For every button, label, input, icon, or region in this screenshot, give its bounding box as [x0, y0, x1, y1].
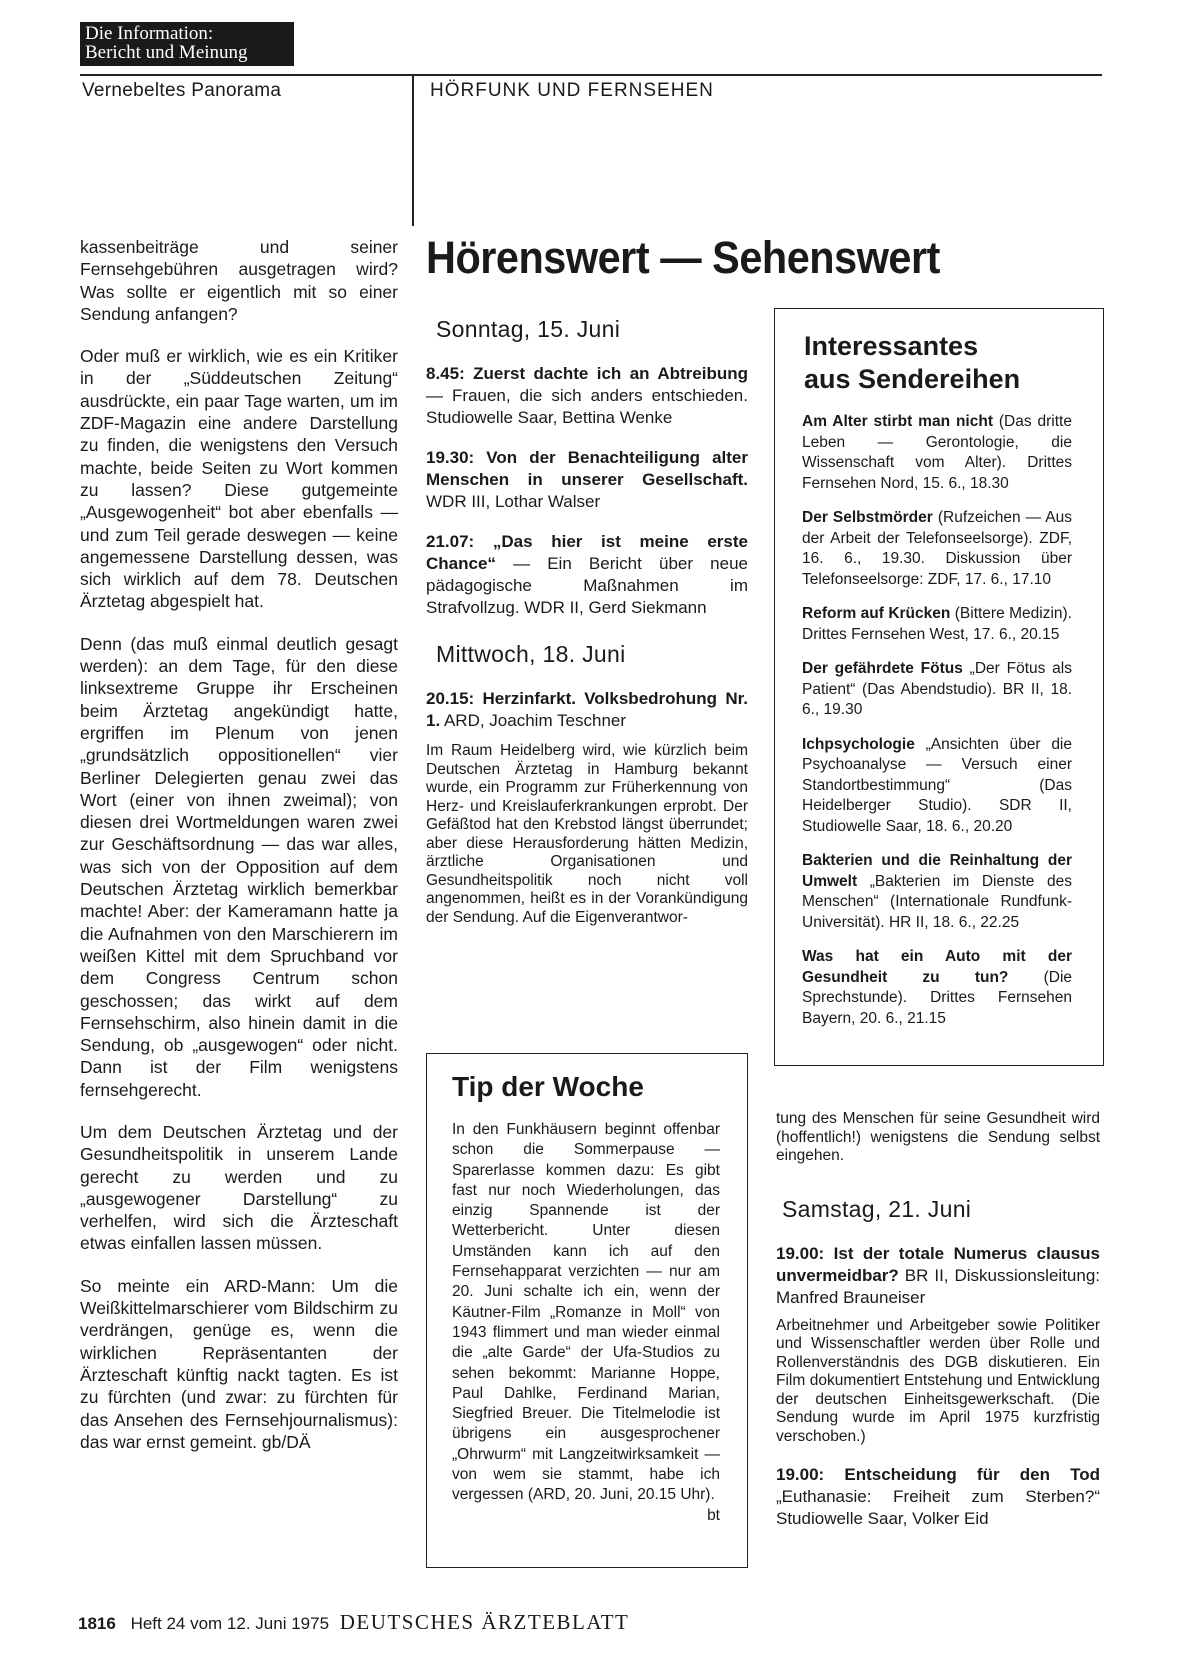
- listing-title: 19.00: Ist der totale Numerus clausus unvermeidbar?: [776, 1243, 1100, 1285]
- series-item-title: Der Selbstmörder: [802, 509, 933, 526]
- series-item: [802, 412, 1072, 494]
- paragraph: So meinte ein ARD-Mann: Um die Weißkittelmarschierer vom Bildschirm zu verdrängen, genüge es, wenn die wirklichen Repräsentanten der Ärzteschaft künftig nackt tagten. Es ist zu fürchten (und zwar: zu fürchten für das Ansehen des Fernsehjournalismus): das war ernst gemeint. gb/DÄ: [80, 1275, 398, 1452]
- page-headline: Hörenswert — Sehenswert: [426, 232, 940, 283]
- badge-line-1: Die Information:: [85, 23, 214, 44]
- listing-text: ARD, Joachim Teschner: [440, 711, 627, 730]
- listing-text: — Frauen, die sich anders entschieden. Studiowelle Saar, Bettina Wenke: [426, 386, 748, 427]
- badge-line-2: Bericht und Meinung: [85, 42, 248, 63]
- right-column-listings: [776, 1110, 1100, 1548]
- middle-column-listings: [426, 316, 748, 927]
- paragraph: Denn (das muß einmal deutlich gesagt werden): an dem Tage, für den diese linksextreme Gruppe ihr Erscheinen beim Ärztetag angekündigt hatte, ergriffen im Plenum von jenen „grundsätzlich oppositionellen“ vier Berliner Delegierten genau zwei das Wort (einer von ihnen zweimal); von diesen drei Wortmeldungen waren zwei zur Geschäftsordnung — das war alles, was sich von der Opposition auf dem Deutschen Ärztetag wirklich bemerkbar machte! Aber: der Kameramann hatte ja die Aufnahmen von den Marschierern im weißen Kittel mit dem Spruchband vor dem Congress Centrum schon geschossen; das wirkt auf dem Fernsehschirm, also hinein damit in die Sendung, ob „ausgewogen“ oder nicht. Dann ist der Film wenigstens fernsehgerecht.: [80, 633, 398, 1100]
- tip-signature: bt: [707, 1506, 720, 1524]
- tip-box-text: [452, 1120, 720, 1526]
- left-column-article: [80, 236, 398, 1473]
- listing-entry: [426, 688, 748, 732]
- listing-description: Im Raum Heidelberg wird, wie kürzlich beim Deutschen Ärztetag in Hamburg bekannt wurde, ein Programm zur Früherkennung von Herz- und Kreislauferkrankungen erprobt. Der Gefäßtod hat den Krebstod längst überrundet; aber diese Herausforderung hätten Medizin, ärztliche Organisationen und Gesundheitspolitik noch nicht voll angenommen, heißt es in der Vorankündigung der Sendung. Auf die Eigenverantwor-: [426, 742, 748, 926]
- listing-entry: [426, 363, 748, 429]
- listing-text: — Ein Bericht über neue pädagogische Maßnahmen im Strafvollzug. WDR II, Gerd Siekmann: [426, 554, 748, 617]
- series-box-title-line-1: Interessantes: [804, 331, 979, 361]
- magazine-name: DEUTSCHES ÄRZTEBLATT: [339, 1610, 630, 1634]
- section-badge: [80, 22, 294, 66]
- paragraph: kassenbeiträge und seiner Fernsehgebühren ausgetragen wird? Was sollte er eigentlich mit so einer Sendung anfangen?: [80, 237, 398, 324]
- series-item-text: (Das dritte Leben — Gerontologie, die Wissenschaft vom Alter). Drittes Fernsehen Nord, 15. 6., 18.30: [802, 413, 1072, 492]
- series-item-title: Ichpsychologie: [802, 735, 915, 753]
- listing-title: 21.07: „Das hier ist meine erste Chance“: [426, 532, 748, 573]
- page-footer: [78, 1610, 629, 1635]
- series-item-text: (Rufzeichen — Aus der Arbeit der Telefonseelsorge). ZDF, 16. 6., 19.30. Diskussion über Telefonseelsorge: ZDF, 17. 6., 17.10: [802, 509, 1072, 588]
- page-number: 1816: [78, 1614, 116, 1633]
- series-item: [802, 659, 1072, 721]
- tip-box-title: Tip der Woche: [452, 1071, 644, 1102]
- series-item-title: Was hat ein Auto mit der Gesundheit zu tun?: [802, 948, 1072, 986]
- issue-info: Heft 24 vom 12. Juni 1975: [130, 1614, 330, 1633]
- series-item: [802, 851, 1072, 933]
- series-item-text: „Ansichten über die Psychoanalyse — Versuch einer Standortbestimmung“ (Das Heidelberger Studio). SDR II, Studiowelle Saar, 18. 6., 20.20: [802, 735, 1072, 835]
- day-heading: Samstag, 21. Juni: [782, 1195, 972, 1222]
- listing-entry: [776, 1243, 1100, 1309]
- series-box-list: [802, 412, 1072, 1043]
- section-title-right: HÖRFUNK UND FERNSEHEN: [430, 80, 714, 101]
- listing-entry: [426, 531, 748, 619]
- series-item: [802, 735, 1072, 838]
- series-item-title: Am Alter stirbt man nicht: [802, 413, 993, 430]
- series-item-title: Der gefährdete Fötus: [802, 660, 963, 677]
- series-item: [802, 947, 1072, 1029]
- series-item-text: (Die Sprechstunde). Drittes Fernsehen Bayern, 20. 6., 21.15: [802, 968, 1073, 1027]
- listing-title: 19.00: Entscheidung für den Tod: [776, 1465, 1100, 1484]
- series-box-title: [804, 330, 1020, 396]
- listing-text: „Euthanasie: Freiheit zum Sterben?“ Studiowelle Saar, Volker Eid: [776, 1487, 1100, 1528]
- series-item-title: Reform auf Krücken: [802, 605, 951, 622]
- listing-entry: [776, 1464, 1100, 1530]
- series-item-text: „Bakterien im Dienste des Menschen“ (Internationale Rundfunk-Universität). HR II, 18. 6., 22.25: [802, 872, 1072, 931]
- day-heading: Sonntag, 15. Juni: [436, 316, 621, 342]
- series-item-title: Bakterien und die Reinhaltung der Umwelt: [802, 852, 1072, 890]
- header-divider: [412, 74, 414, 226]
- series-item-text: „Der Fötus als Patient“ (Das Abendstudio). BR II, 18. 6., 19.30: [802, 660, 1072, 718]
- tip-text: In den Funkhäusern beginnt offenbar schon die Sommerpause — Sparerlasse kommen dazu: Es gibt fast nur noch Wiederholungen, das einzig Spannende ist der Wetterbericht. Unter diesen Umständen kann ich auf den Fernsehapparat verzichten — nur am 20. Juni schalte ich ein, wenn der Käutner-Film „Romanze in Moll“ von 1943 flimmert und man wieder einmal die „alte Garde“ der Ufa-Studios zu sehen bekommt: Marianne Hoppe, Paul Dahlke, Ferdinand Marian, Siegfried Breuer. Die Titelmelodie ist übrigens ein ausgesprochener „Ohrwurm“ mit Langzeitwirksamkeit — von wem sie stammt, habe ich vergessen (ARD, 20. Juni, 20.15 Uhr).: [452, 1121, 720, 1504]
- header-rule: [80, 74, 1102, 76]
- series-item: [802, 508, 1072, 590]
- continuation-text: tung des Menschen für seine Gesundheit wird (hoffentlich!) wenigstens die Sendung selbst eingehen.: [776, 1110, 1100, 1164]
- series-item: [802, 604, 1072, 645]
- day-heading: Mittwoch, 18. Juni: [436, 641, 626, 667]
- listing-title: 20.15: Herzinfarkt. Volksbedrohung Nr. 1.: [426, 689, 748, 730]
- listing-entry: [426, 447, 748, 513]
- series-box-title-line-2: aus Sendereihen: [804, 364, 1021, 394]
- paragraph: Um dem Deutschen Ärztetag und der Gesundheitspolitik in unserem Lande gerecht zu werden und zu „ausgewogener Darstellung“ zu verhelfen, wird sich die Ärzteschaft etwas einfallen lassen müssen.: [80, 1121, 398, 1254]
- paragraph: Oder muß er wirklich, wie es ein Kritiker in der „Süddeutschen Zeitung“ ausdrückte, ein paar Tage warten, um im ZDF-Magazin eine andere Darstellung zu finden, die wenigstens den Versuch machte, beide Seiten zu Wort kommen zu lassen? Diese gutgemeinte „Ausgewogenheit“ bot aber ebenfalls — und zum Teil gerade deswegen — keine angemessene Darstellung dessen, was sich wirklich auf dem 78. Deutschen Ärztetag abgespielt hat.: [80, 346, 398, 612]
- listing-text: WDR III, Lothar Walser: [426, 492, 601, 511]
- listing-title: 8.45: Zuerst dachte ich an Abtreibung: [426, 364, 748, 383]
- section-title-left: Vernebeltes Panorama: [82, 80, 282, 101]
- listing-text: BR II, Diskussionsleitung: Manfred Brauneiser: [776, 1265, 1100, 1307]
- listing-description: Arbeitnehmer und Arbeitgeber sowie Politiker und Wissenschaftler werden über Rolle und Rollenverständnis des DGB diskutieren. Ein Film dokumentiert Entstehung und Entwicklung der deutschen Einheitsgewerkschaft. (Die Sendung wurde im April 1975 kurzfristig verschoben.): [776, 1316, 1100, 1445]
- series-item-text: (Bittere Medizin). Drittes Fernsehen West, 17. 6., 20.15: [802, 605, 1072, 643]
- listing-title: 19.30: Von der Benachteiligung alter Menschen in unserer Gesellschaft.: [426, 448, 748, 489]
